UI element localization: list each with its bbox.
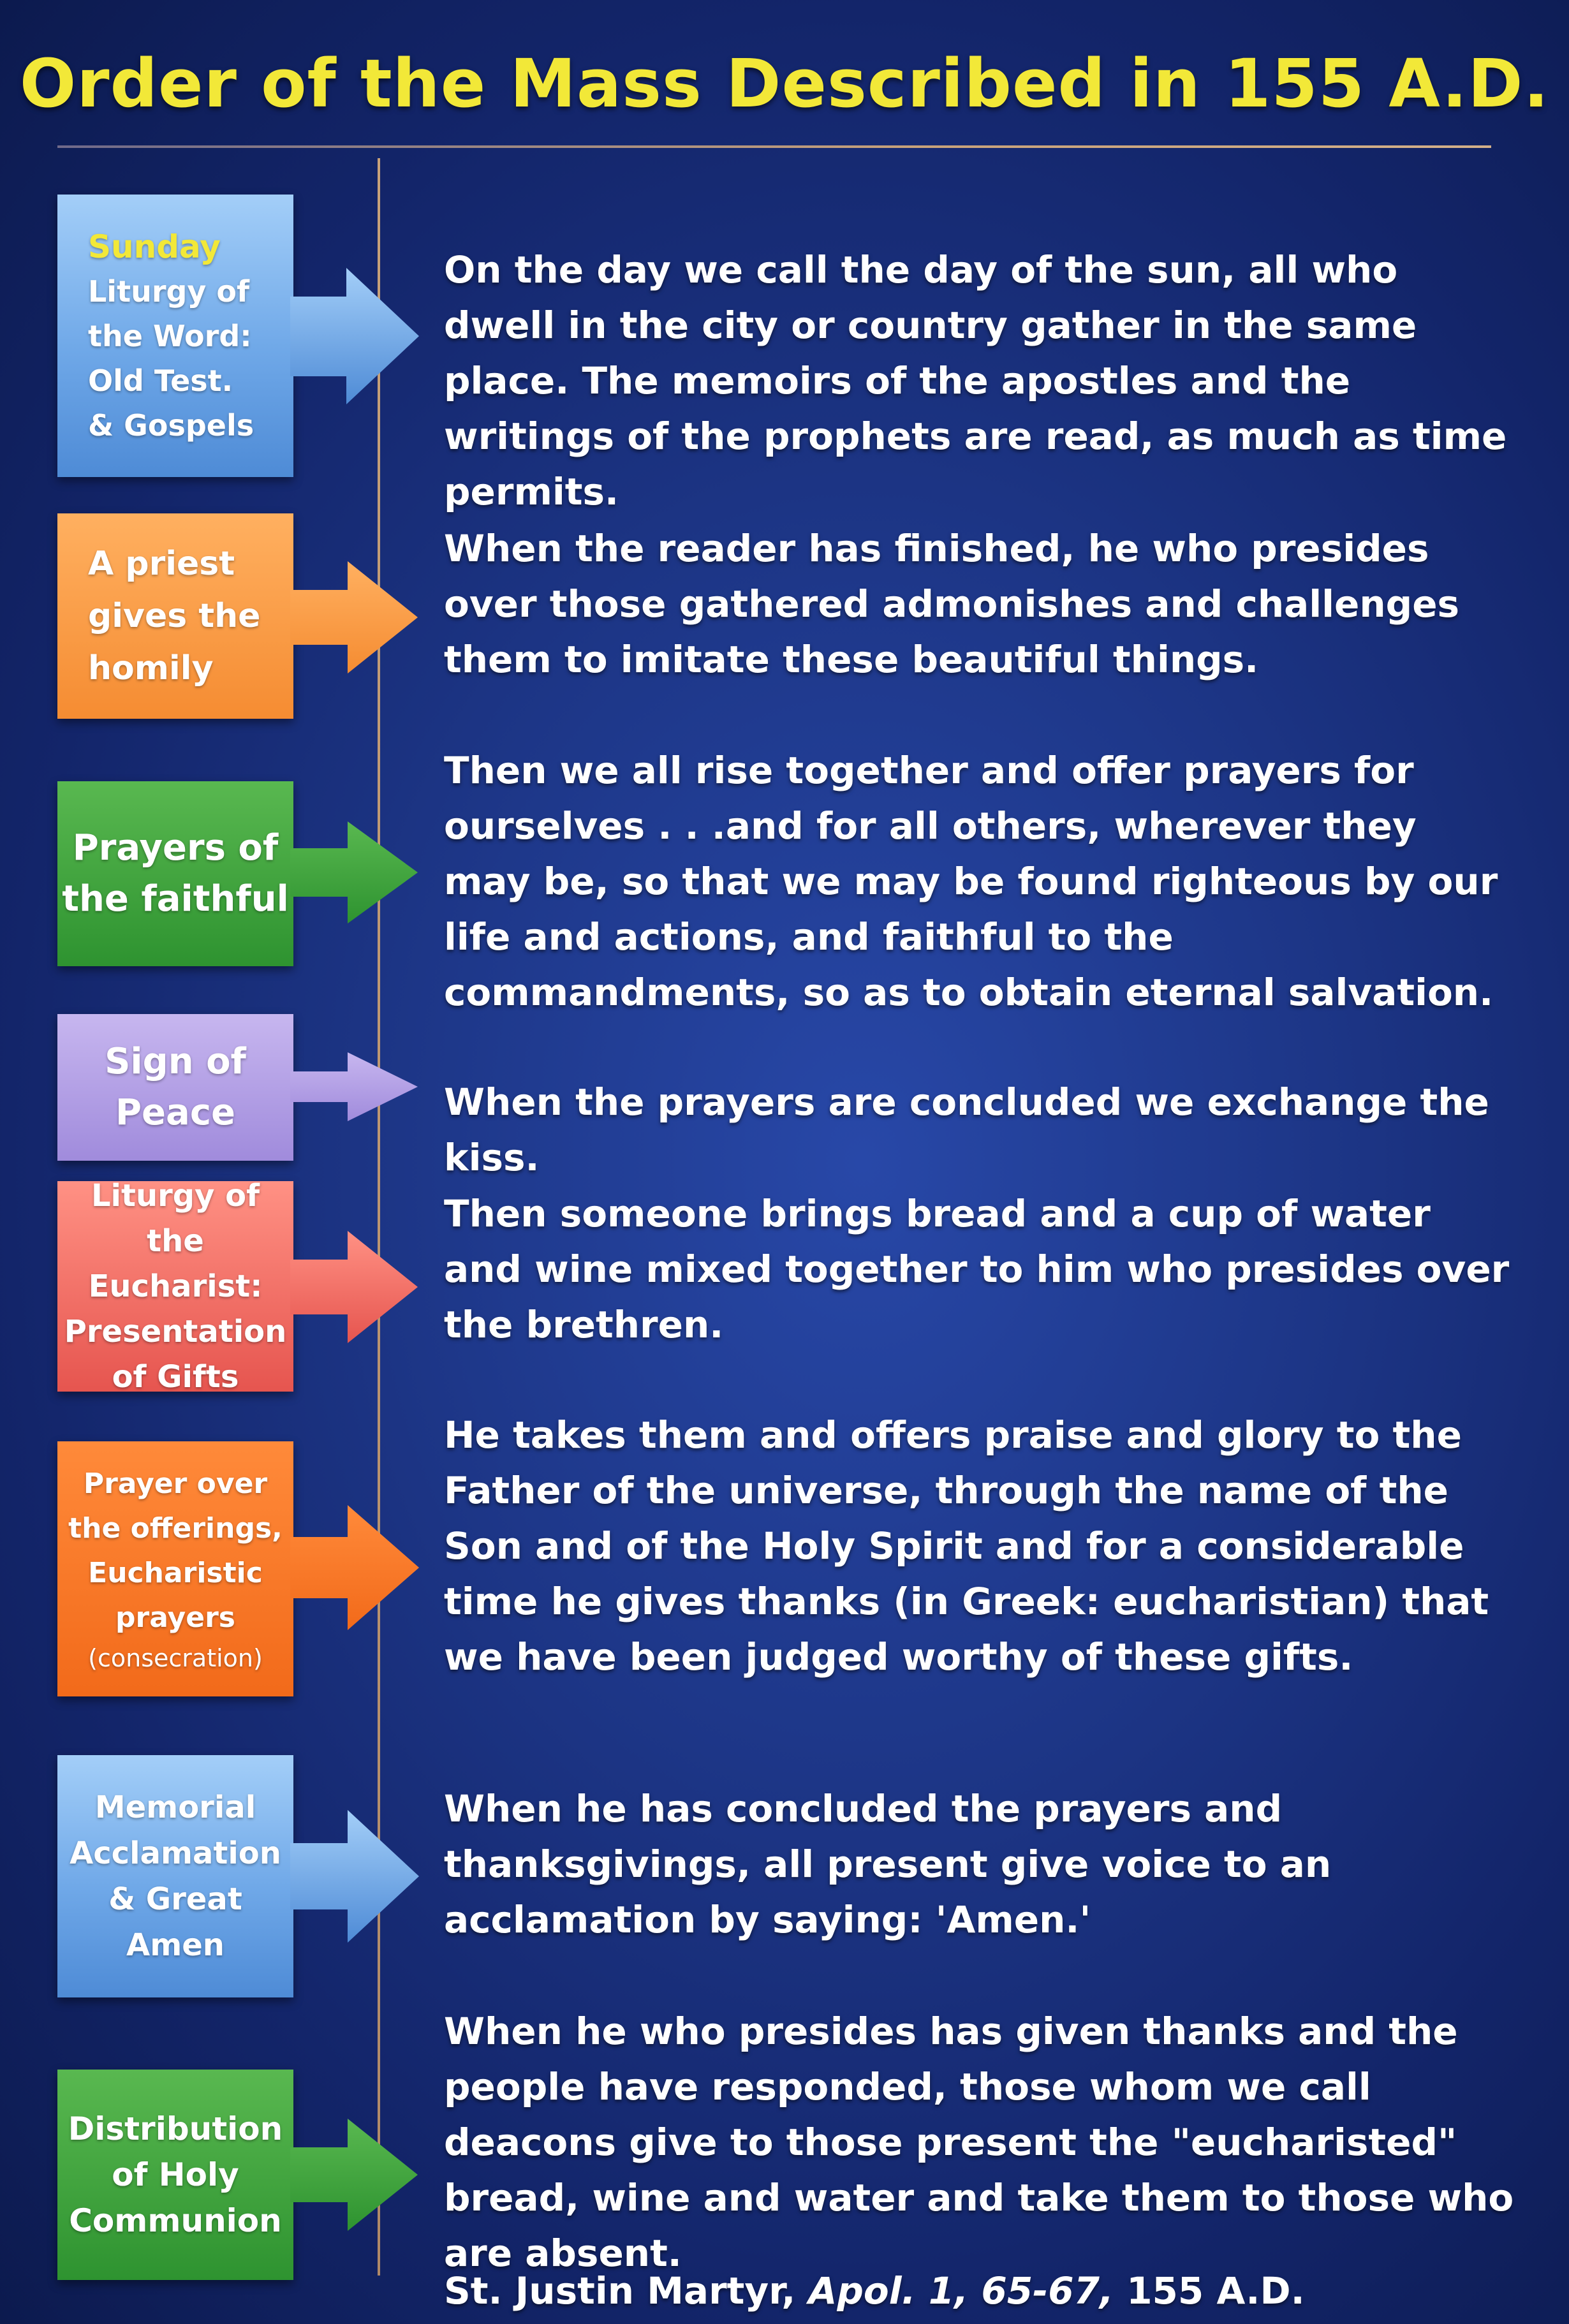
step-3-label-line: the faithful (62, 878, 289, 920)
step-8-text: When he who presides has given thanks and the people have responded, those whom we call deacons give to those present the "eucharisted" bread, wine and water and take them to those who are absent. (444, 2010, 1514, 2275)
step-1-label-line: Old Test. (88, 363, 233, 398)
step-3-arrow-icon (290, 821, 424, 927)
step-4-box (57, 1014, 293, 1161)
step-1-label-line: the Word: (88, 318, 252, 353)
step-1-arrow-icon (290, 268, 424, 405)
step-6-label-line: prayers (115, 1601, 235, 1634)
step-7-text: When he has concluded the prayers and thanksgivings, all present give voice to an acclamation by saying: 'Amen.' (444, 1787, 1332, 1941)
step-1-highlight: Sunday (88, 228, 221, 265)
step-7-arrow-icon (290, 1810, 424, 1944)
step-5-label-line: Liturgy of the (91, 1177, 260, 1259)
citation-work: Apol. 1, 65-67, (808, 2269, 1114, 2313)
step-6-label-line: Prayer over (83, 1467, 268, 1500)
page-title: Order of the Mass Described in 155 A.D. (19, 45, 1550, 122)
step-6-text: He takes them and offers praise and glory to the Father of the universe, through the name of the Son and of the Holy Spirit and for a considerable time he gives thanks (in Greek: eucharistian) that we have been judged worthy of these gifts. (444, 1413, 1489, 1679)
step-8-arrow-icon (290, 2119, 424, 2233)
step-3-text: Then we all rise together and offer prayers for ourselves . . .and for all others, wherever they may be, so that we may be found righteous by our life and actions, and faithful to the commandments, so as to obtain eternal salvation. (444, 749, 1498, 1014)
step-1-box (57, 195, 293, 477)
step-6-arrow-icon (290, 1505, 424, 1633)
step-6-box (57, 1441, 293, 1696)
step-7-label-line: Acclamation (70, 1835, 281, 1871)
step-2-label-line: A priest (88, 545, 235, 583)
step-4-arrow-icon (290, 1052, 424, 1122)
step-8-box (57, 2070, 293, 2280)
timeline-line (378, 158, 380, 2276)
step-6-label-note: (consecration) (88, 1644, 263, 1672)
step-5-arrow-icon (290, 1231, 424, 1346)
step-5-label-line: Presentation (64, 1313, 287, 1350)
step-8-label-line: Communion (69, 2202, 282, 2239)
citation-date: 155 A.D. (1126, 2269, 1305, 2313)
step-5-box (57, 1177, 293, 1395)
citation (444, 2265, 1305, 2316)
step-1-label-line: & Gospels (88, 408, 254, 443)
step-2-label-line: homily (88, 649, 214, 688)
step-6-label-line: Eucharistic (88, 1557, 263, 1589)
step-5-text: Then someone brings bread and a cup of water and wine mixed together to him who presides over the brethren. (444, 1192, 1510, 1346)
step-1-label-line: Liturgy of (88, 274, 250, 309)
step-2-label-line: gives the (88, 597, 261, 635)
step-7-label-line: Amen (126, 1927, 225, 1963)
step-4-label-line: Peace (115, 1092, 235, 1133)
step-2-text: When the reader has finished, he who presides over those gathered admonishes and challenges them to imitate these beautiful things. (444, 527, 1460, 681)
step-7-label-line: & Great (108, 1881, 242, 1917)
step-8-label-line: Distribution (68, 2110, 283, 2147)
citation-author: St. Justin Martyr, (444, 2269, 796, 2313)
step-8-label-line: of Holy (112, 2156, 239, 2193)
step-7-label-line: Memorial (94, 1790, 256, 1825)
step-3-box (57, 781, 293, 966)
step-5-label-line: of Gifts (112, 1358, 239, 1395)
step-7-box (57, 1755, 293, 1997)
title-divider (57, 145, 1491, 148)
step-2-box (57, 513, 293, 719)
step-5-label-line: Eucharist: (88, 1268, 263, 1304)
step-6-label-line: the offerings, (68, 1512, 283, 1545)
step-2-arrow-icon (290, 561, 424, 676)
step-3-label-line: Prayers of (72, 827, 279, 869)
step-4-label-line: Sign of (105, 1041, 246, 1082)
step-1-text: On the day we call the day of the sun, all who dwell in the city or country gather in the same place. The memoirs of the apostles and the writings of the prophets are read, as much as time permits. (444, 248, 1507, 513)
step-4-text: When the prayers are concluded we exchange the kiss. (444, 1080, 1489, 1179)
